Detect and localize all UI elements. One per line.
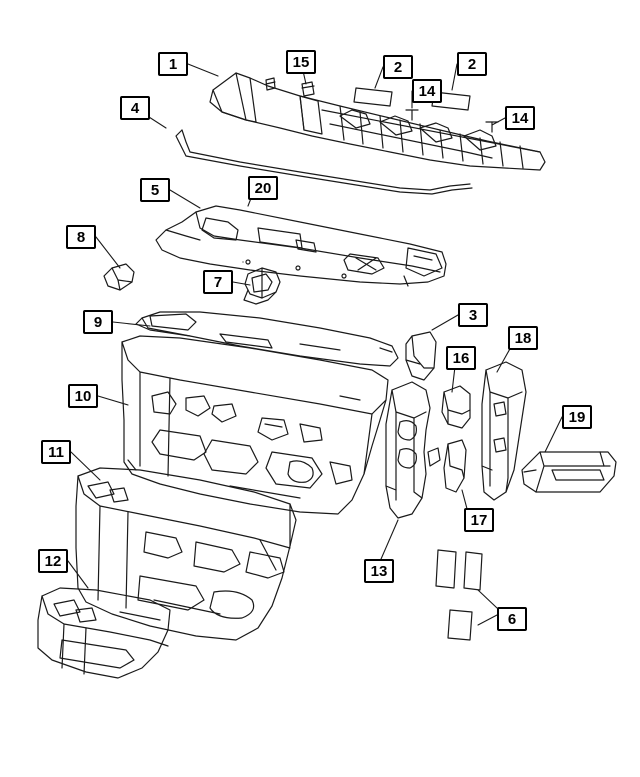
part-body-side-reinforcement (482, 362, 526, 500)
callout-8[interactable]: 8 (66, 225, 96, 249)
callout-4[interactable]: 4 (120, 96, 150, 120)
part-floor-tunnel-insulator (38, 588, 170, 678)
callout-20[interactable]: 20 (248, 176, 278, 200)
part-rocker-reinforcement (522, 452, 616, 492)
callout-6[interactable]: 6 (497, 607, 527, 631)
part-cowl-plenum-panel (156, 206, 446, 286)
part-small-bracket (444, 440, 466, 492)
callout-3[interactable]: 3 (458, 303, 488, 327)
part-hinge-pillar-inner (386, 382, 440, 518)
part-seal-pad-small (436, 550, 482, 640)
part-dash-upper-reinforcement (136, 312, 398, 366)
callout-19[interactable]: 19 (562, 405, 592, 429)
callout-9[interactable]: 9 (83, 310, 113, 334)
callout-10[interactable]: 10 (68, 384, 98, 408)
callout-1[interactable]: 1 (158, 52, 188, 76)
callout-14-b[interactable]: 14 (505, 106, 535, 130)
callout-11[interactable]: 11 (41, 440, 71, 464)
callout-17[interactable]: 17 (464, 508, 494, 532)
part-dash-insulation-pad (76, 468, 296, 640)
callout-12[interactable]: 12 (38, 549, 68, 573)
callout-5[interactable]: 5 (140, 178, 170, 202)
callout-2-a[interactable]: 2 (383, 55, 413, 79)
part-cowl-side-plate (406, 332, 436, 380)
callout-13[interactable]: 13 (364, 559, 394, 583)
callout-18[interactable]: 18 (508, 326, 538, 350)
leader-lines (68, 62, 562, 625)
callout-7[interactable]: 7 (203, 270, 233, 294)
callout-14-a[interactable]: 14 (412, 79, 442, 103)
part-dash-side-bracket (442, 386, 470, 428)
callout-2-b[interactable]: 2 (457, 52, 487, 76)
callout-15[interactable]: 15 (286, 50, 316, 74)
part-cowl-side-bracket (104, 264, 134, 290)
part-cowl-seal-strip (176, 130, 472, 194)
callout-16[interactable]: 16 (446, 346, 476, 370)
